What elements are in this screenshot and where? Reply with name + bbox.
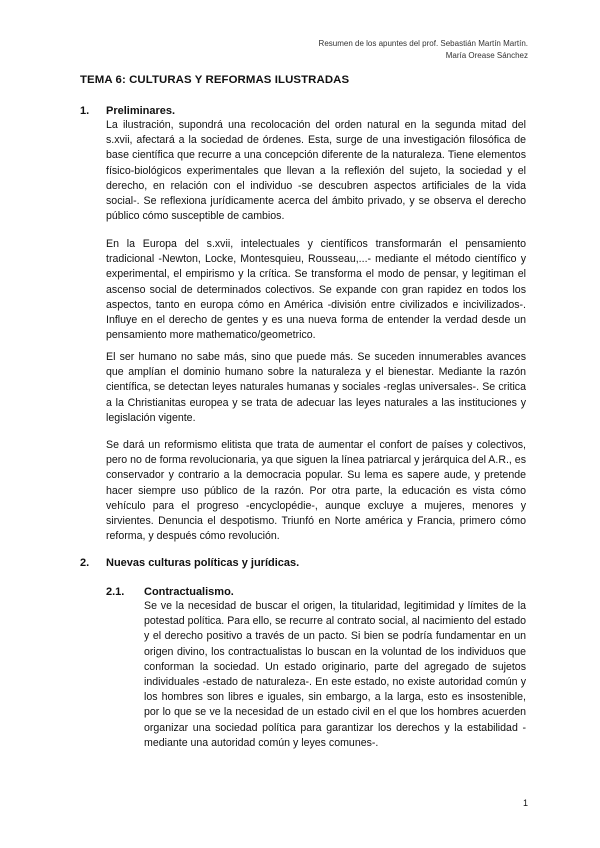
subsection-number: 2.1. (106, 586, 125, 598)
paragraph: La ilustración, supondrá una recolocación del orden natural en la segunda mitad del s.xvii, afectará a la sociedad de órdenes. Esta, surge de una investigación filosófica de base científica que recurre a una concepción diferente de la naturaleza. Tiene elementos físico-biológicos experimentales que llevan a la reflexión del sujeto, la sociedad y el derecho, en relación con el individuo -se descubren aspectos artificiales de la vida social-. Se reflexiona jurídicamente acerca del ámbito privado, y se observa el derecho público cómo susceptible de cambios. (106, 119, 526, 223)
section-number: 2. (80, 557, 90, 569)
section-title: Preliminares. (106, 105, 176, 117)
paragraph: Se dará un reformismo elitista que trata de aumentar el confort de países y colectivos, pero no de forma revolucionaria, ya que siguen la línea patriarcal y jerárquica del A.R., es conservador y contrario a la democracia popular. Su lema es sapere aude, y pretende hacer siempre uso público de la razón. Por otra parte, la educación es vista cómo vehículo para el progreso -encyclopédie-, aunque excluye a mujeres, menores y sirvientes. Denuncia el despotismo. Triunfó en Norte américa y Francia, primero cómo reforma, y después cómo revolución. (106, 439, 526, 543)
page-header (319, 38, 528, 62)
section-number: 1. (80, 105, 90, 117)
section-heading (80, 557, 299, 569)
paragraph: Se ve la necesidad de buscar el origen, la titularidad, legitimidad y límites de la potestad política. Para ello, se recurre al contrato social, al nacimiento del estado y el derecho positivo a través de un pacto. Si bien se podría fundamentar en un origen divino, los contractualistas lo buscan en la voluntad de los individuos que conforman la sociedad. Un estado originario, parte del agregado de sujetos individuales -estado de naturaleza-. En este estado, no existe autoridad común y los hombres son libres e iguales, sin embargo, a la larga, esto es insostenible, por lo que se ve la necesidad de un estado civil en el que los hombres acuerden organizar una sociedad política para garantizar los derechos y la estabilidad -mediante una autoridad común y leyes comunes-. (144, 600, 526, 749)
paragraph: En la Europa del s.xvii, intelectuales y científicos transformarán el pensamiento tradicional -Newton, Locke, Montesquieu, Rousseau,...- mediante el método científico y experimental, el empirismo y la crítica. Se transforma el modo de pensar, y legitiman el ascenso social de determinados colectivos. Se expande con gran rapidez en todos los aspectos, tanto en europa cómo en América -división entre civilizados e incivilizados-. Influye en el derecho de gentes y es una nueva forma de entender la verdad desde un pensamiento more mathematico/geometrico. (106, 238, 526, 342)
section-title: Nuevas culturas políticas y jurídicas. (106, 557, 300, 569)
document-title: TEMA 6: CULTURAS Y REFORMAS ILUSTRADAS (80, 74, 350, 86)
header-author-line: Resumen de los apuntes del prof. Sebastián Martín Martín. (318, 39, 528, 48)
subsection-heading (106, 586, 234, 598)
page-number: 1 (522, 798, 528, 808)
header-name-line: María Orease Sánchez (445, 51, 528, 60)
paragraph: El ser humano no sabe más, sino que puede más. Se suceden innumerables avances que amplían el dominio humano sobre la naturaleza y el bienestar. Mediante la razón científica, se detectan leyes naturales humanas y sociales -reglas universales-. Se critica a la Christianitas europea y se trata de adecuar las leyes naturales a las instituciones y legislación vigente. (106, 351, 526, 424)
subsection-title: Contractualismo. (144, 586, 234, 598)
section-heading (80, 105, 175, 117)
